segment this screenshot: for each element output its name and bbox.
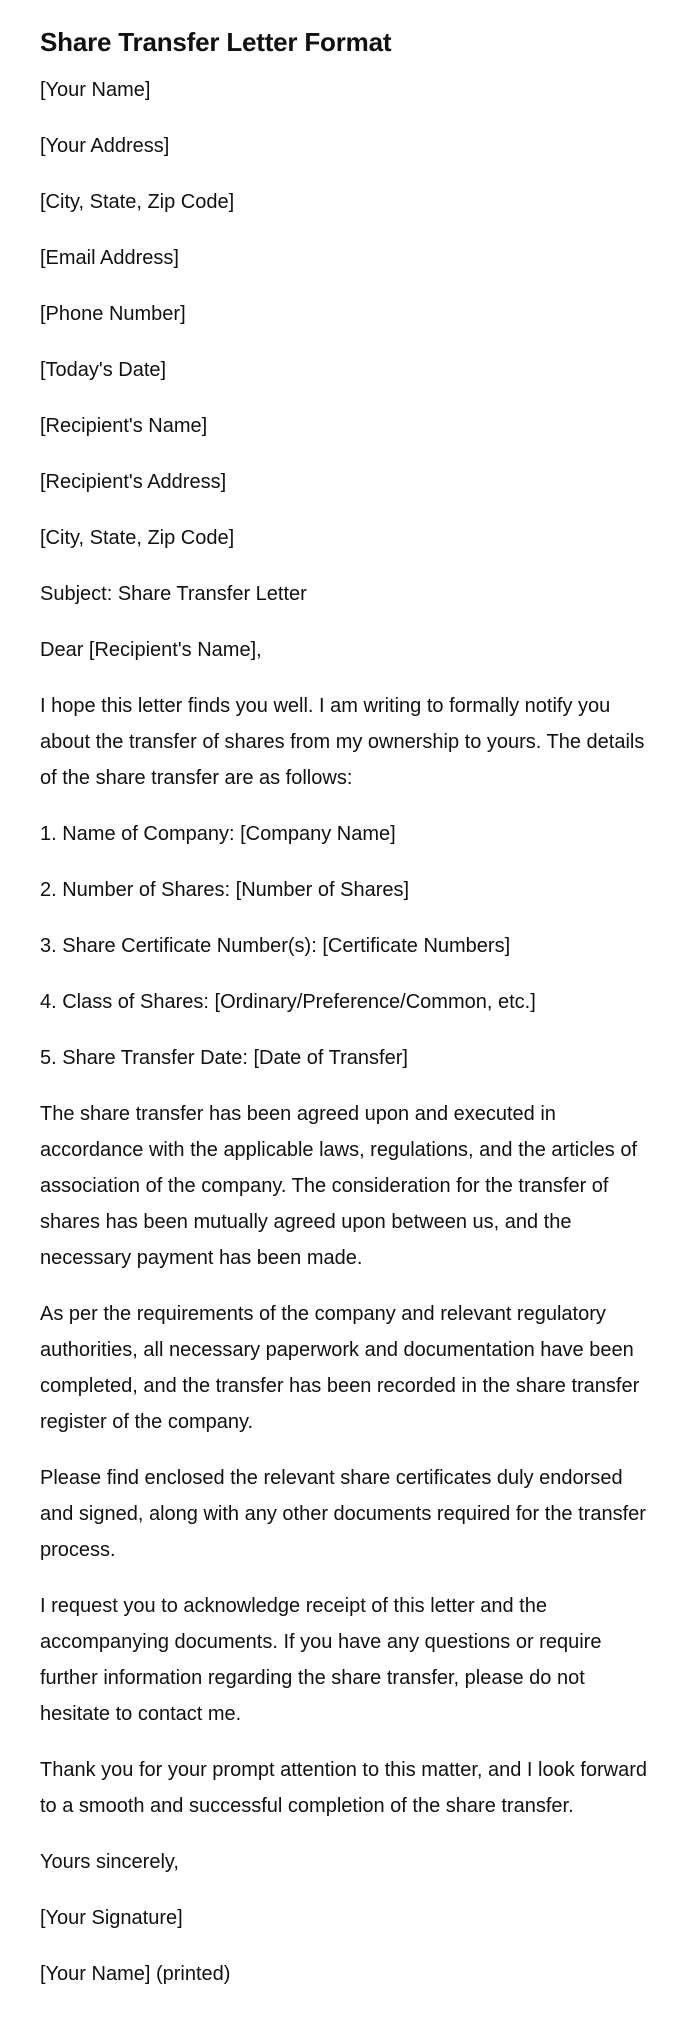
recipient-address: [Recipient's Address] [40, 471, 227, 493]
body-paragraph: Thank you for your prompt attention to this matter, and I look forward to a smooth and successful completion of the share transfer. [40, 1759, 647, 1817]
body-paragraph: Please find enclosed the relevant share certificates duly endorsed and signed, along with any other documents required for the transfer process. [40, 1467, 646, 1561]
sender-phone: [Phone Number] [40, 303, 186, 325]
detail-item: 3. Share Certificate Number(s): [Certificate Numbers] [40, 935, 511, 957]
intro-paragraph: I hope this letter finds you well. I am writing to formally notify you about the transfer of shares from my ownership to yours. The details of the share transfer are as follows: [40, 695, 645, 789]
sender-city-state-zip: [City, State, Zip Code] [40, 191, 235, 213]
letter-date: [Today's Date] [40, 359, 167, 381]
closing: Yours sincerely, [40, 1851, 179, 1873]
sender-email: [Email Address] [40, 247, 179, 269]
printed-name: [Your Name] (printed) [40, 1963, 231, 1985]
signature-placeholder: [Your Signature] [40, 1907, 183, 1929]
detail-item: 2. Number of Shares: [Number of Shares] [40, 879, 410, 901]
subject-line: Subject: Share Transfer Letter [40, 583, 307, 605]
body-paragraph: I request you to acknowledge receipt of this letter and the accompanying documents. If you have any questions or require further information regarding the share transfer, please do not hesitate to contact me. [40, 1595, 602, 1725]
recipient-city-state-zip: [City, State, Zip Code] [40, 527, 235, 549]
detail-item: 5. Share Transfer Date: [Date of Transfer] [40, 1047, 408, 1069]
detail-item: 4. Class of Shares: [Ordinary/Preference/Common, etc.] [40, 991, 536, 1013]
page-title: Share Transfer Letter Format [40, 27, 392, 57]
recipient-name: [Recipient's Name] [40, 415, 208, 437]
body-paragraph: As per the requirements of the company and relevant regulatory authorities, all necessary paperwork and documentation have been completed, and the transfer has been recorded in the share transfer register of the company. [40, 1303, 640, 1433]
body-paragraph: The share transfer has been agreed upon and executed in accordance with the applicable laws, regulations, and the articles of association of the company. The consideration for the transfer of shares has been mutually agreed upon between us, and the necessary payment has been made. [40, 1103, 638, 1269]
sender-address: [Your Address] [40, 135, 170, 157]
detail-item: 1. Name of Company: [Company Name] [40, 823, 396, 845]
salutation: Dear [Recipient's Name], [40, 639, 262, 661]
sender-name: [Your Name] [40, 79, 151, 101]
